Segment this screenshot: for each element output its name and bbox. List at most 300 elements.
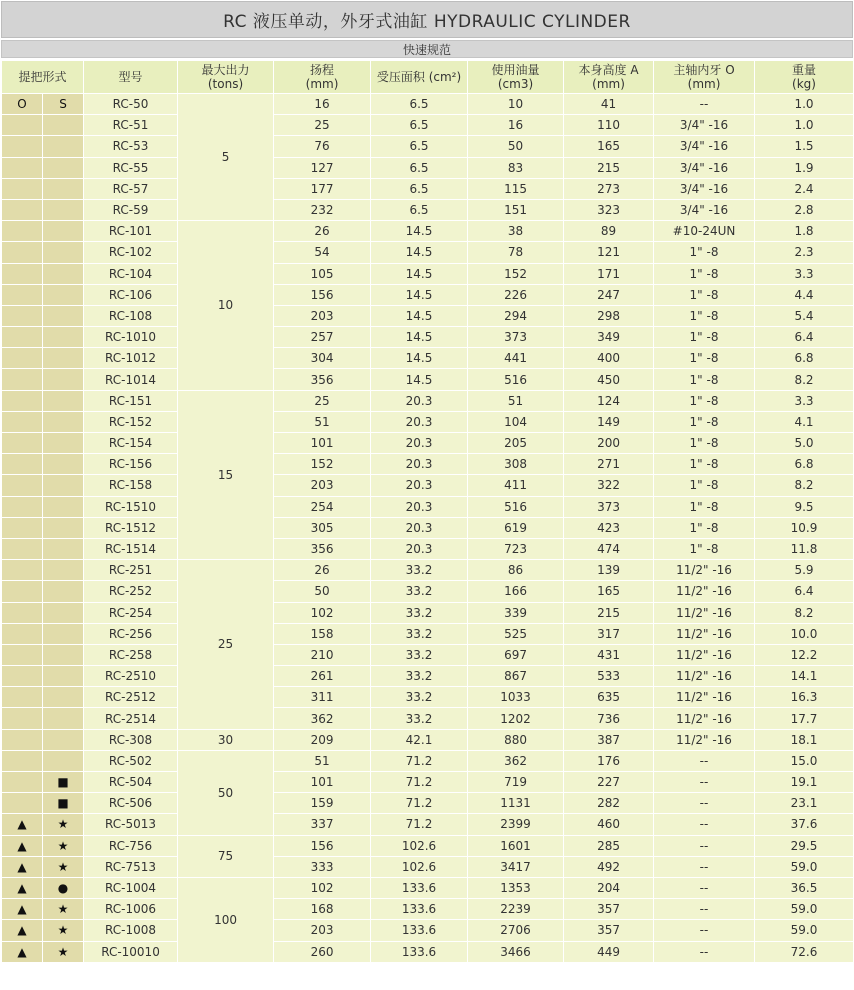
thread-cell: 1" -8 — [654, 327, 755, 348]
weight-cell: 4.1 — [755, 411, 854, 432]
height-cell: 89 — [564, 221, 654, 242]
table-row — [2, 94, 854, 115]
height-cell: 41 — [564, 94, 654, 115]
table-header-row — [2, 61, 854, 94]
grip-s-symbol: ★ — [43, 899, 84, 920]
stroke-cell: 210 — [274, 644, 371, 665]
area-cell: 6.5 — [371, 178, 468, 199]
oil-cell: 51 — [468, 390, 564, 411]
grip-s-symbol: ★ — [43, 814, 84, 835]
header-stroke: 扬程 (mm) — [274, 61, 371, 94]
oil-cell: 308 — [468, 454, 564, 475]
thread-cell: 11/2" -16 — [654, 644, 755, 665]
height-cell: 200 — [564, 433, 654, 454]
header-thread: 主轴内牙 O (mm) — [654, 61, 755, 94]
height-cell: 474 — [564, 538, 654, 559]
area-cell: 33.2 — [371, 644, 468, 665]
oil-cell: 516 — [468, 369, 564, 390]
area-cell: 20.3 — [371, 411, 468, 432]
grip-o-symbol: ▲ — [2, 877, 43, 898]
grip-s-symbol — [43, 157, 84, 178]
header-weight: 重量 (kg) — [755, 61, 854, 94]
weight-cell: 8.2 — [755, 475, 854, 496]
table-row — [2, 305, 854, 326]
weight-cell: 10.9 — [755, 517, 854, 538]
stroke-cell: 26 — [274, 560, 371, 581]
model-cell: RC-1512 — [84, 517, 178, 538]
header-model: 型号 — [84, 61, 178, 94]
height-cell: 349 — [564, 327, 654, 348]
grip-s-symbol — [43, 411, 84, 432]
max-force-cell: 100 — [178, 877, 274, 962]
model-cell: RC-152 — [84, 411, 178, 432]
grip-s-symbol: ★ — [43, 941, 84, 962]
model-cell: RC-256 — [84, 623, 178, 644]
grip-o-symbol — [2, 644, 43, 665]
table-row — [2, 814, 854, 835]
height-cell: 533 — [564, 666, 654, 687]
grip-o-symbol — [2, 242, 43, 263]
grip-o-symbol — [2, 602, 43, 623]
grip-s-symbol — [43, 687, 84, 708]
oil-cell: 3417 — [468, 856, 564, 877]
table-row — [2, 793, 854, 814]
grip-s-symbol — [43, 242, 84, 263]
grip-o-symbol — [2, 115, 43, 136]
area-cell: 20.3 — [371, 517, 468, 538]
area-cell: 6.5 — [371, 94, 468, 115]
height-cell: 736 — [564, 708, 654, 729]
thread-cell: -- — [654, 814, 755, 835]
grip-s-symbol — [43, 327, 84, 348]
grip-o-symbol — [2, 581, 43, 602]
area-cell: 71.2 — [371, 814, 468, 835]
height-cell: 431 — [564, 644, 654, 665]
height-cell: 357 — [564, 920, 654, 941]
area-cell: 6.5 — [371, 115, 468, 136]
model-cell: RC-55 — [84, 157, 178, 178]
weight-cell: 59.0 — [755, 899, 854, 920]
area-cell: 14.5 — [371, 242, 468, 263]
thread-cell: -- — [654, 772, 755, 793]
oil-cell: 362 — [468, 750, 564, 771]
grip-s-symbol — [43, 284, 84, 305]
grip-s-symbol — [43, 369, 84, 390]
table-row — [2, 602, 854, 623]
height-cell: 227 — [564, 772, 654, 793]
model-cell: RC-51 — [84, 115, 178, 136]
weight-cell: 14.1 — [755, 666, 854, 687]
thread-cell: 1" -8 — [654, 305, 755, 326]
grip-o-symbol — [2, 369, 43, 390]
table-row — [2, 708, 854, 729]
stroke-cell: 156 — [274, 835, 371, 856]
thread-cell: 3/4" -16 — [654, 199, 755, 220]
thread-cell: 3/4" -16 — [654, 136, 755, 157]
stroke-cell: 158 — [274, 623, 371, 644]
oil-cell: 83 — [468, 157, 564, 178]
grip-o-symbol — [2, 390, 43, 411]
stroke-cell: 51 — [274, 411, 371, 432]
oil-cell: 38 — [468, 221, 564, 242]
grip-o-symbol — [2, 199, 43, 220]
area-cell: 133.6 — [371, 877, 468, 898]
thread-cell: -- — [654, 793, 755, 814]
weight-cell: 5.0 — [755, 433, 854, 454]
thread-cell: -- — [654, 877, 755, 898]
stroke-cell: 159 — [274, 793, 371, 814]
height-cell: 492 — [564, 856, 654, 877]
oil-cell: 411 — [468, 475, 564, 496]
grip-o-symbol — [2, 517, 43, 538]
grip-o-symbol — [2, 178, 43, 199]
oil-cell: 78 — [468, 242, 564, 263]
table-row — [2, 729, 854, 750]
weight-cell: 6.8 — [755, 348, 854, 369]
grip-o-symbol: ▲ — [2, 920, 43, 941]
grip-s-symbol: ■ — [43, 772, 84, 793]
max-force-cell: 25 — [178, 560, 274, 730]
oil-cell: 1131 — [468, 793, 564, 814]
stroke-cell: 203 — [274, 920, 371, 941]
weight-cell: 5.4 — [755, 305, 854, 326]
weight-cell: 1.9 — [755, 157, 854, 178]
grip-o-symbol — [2, 327, 43, 348]
grip-o-symbol — [2, 433, 43, 454]
header-oil: 使用油量 (cm3) — [468, 61, 564, 94]
grip-o-symbol — [2, 157, 43, 178]
model-cell: RC-252 — [84, 581, 178, 602]
area-cell: 42.1 — [371, 729, 468, 750]
grip-s-symbol — [43, 560, 84, 581]
oil-cell: 86 — [468, 560, 564, 581]
stroke-cell: 356 — [274, 538, 371, 559]
thread-cell: 11/2" -16 — [654, 623, 755, 644]
grip-o-symbol — [2, 560, 43, 581]
model-cell: RC-10010 — [84, 941, 178, 962]
height-cell: 373 — [564, 496, 654, 517]
table-row — [2, 433, 854, 454]
weight-cell: 2.3 — [755, 242, 854, 263]
thread-cell: 1" -8 — [654, 411, 755, 432]
stroke-cell: 311 — [274, 687, 371, 708]
oil-cell: 16 — [468, 115, 564, 136]
oil-cell: 525 — [468, 623, 564, 644]
area-cell: 14.5 — [371, 348, 468, 369]
height-cell: 449 — [564, 941, 654, 962]
table-row — [2, 623, 854, 644]
table-row — [2, 411, 854, 432]
grip-o-symbol — [2, 284, 43, 305]
stroke-cell: 101 — [274, 772, 371, 793]
grip-o-symbol — [2, 623, 43, 644]
weight-cell: 6.8 — [755, 454, 854, 475]
area-cell: 33.2 — [371, 623, 468, 644]
area-cell: 20.3 — [371, 496, 468, 517]
weight-cell: 17.7 — [755, 708, 854, 729]
model-cell: RC-1010 — [84, 327, 178, 348]
oil-cell: 1202 — [468, 708, 564, 729]
stroke-cell: 101 — [274, 433, 371, 454]
stroke-cell: 362 — [274, 708, 371, 729]
model-cell: RC-251 — [84, 560, 178, 581]
area-cell: 14.5 — [371, 327, 468, 348]
grip-s-symbol — [43, 666, 84, 687]
stroke-cell: 168 — [274, 899, 371, 920]
model-cell: RC-7513 — [84, 856, 178, 877]
height-cell: 323 — [564, 199, 654, 220]
section-subtitle: 快速规范 — [1, 40, 853, 58]
oil-cell: 867 — [468, 666, 564, 687]
stroke-cell: 356 — [274, 369, 371, 390]
stroke-cell: 232 — [274, 199, 371, 220]
model-cell: RC-502 — [84, 750, 178, 771]
model-cell: RC-2510 — [84, 666, 178, 687]
weight-cell: 59.0 — [755, 920, 854, 941]
height-cell: 285 — [564, 835, 654, 856]
area-cell: 33.2 — [371, 666, 468, 687]
thread-cell: -- — [654, 941, 755, 962]
oil-cell: 205 — [468, 433, 564, 454]
weight-cell: 18.1 — [755, 729, 854, 750]
stroke-cell: 105 — [274, 263, 371, 284]
height-cell: 298 — [564, 305, 654, 326]
table-row — [2, 772, 854, 793]
height-cell: 110 — [564, 115, 654, 136]
stroke-cell: 177 — [274, 178, 371, 199]
weight-cell: 1.8 — [755, 221, 854, 242]
oil-cell: 166 — [468, 581, 564, 602]
grip-s-symbol: ★ — [43, 920, 84, 941]
thread-cell: 1" -8 — [654, 369, 755, 390]
grip-s-symbol — [43, 602, 84, 623]
table-row — [2, 199, 854, 220]
model-cell: RC-2514 — [84, 708, 178, 729]
oil-cell: 151 — [468, 199, 564, 220]
thread-cell: 3/4" -16 — [654, 157, 755, 178]
model-cell: RC-5013 — [84, 814, 178, 835]
grip-o-symbol — [2, 263, 43, 284]
model-cell: RC-102 — [84, 242, 178, 263]
oil-cell: 880 — [468, 729, 564, 750]
height-cell: 423 — [564, 517, 654, 538]
weight-cell: 10.0 — [755, 623, 854, 644]
weight-cell: 3.3 — [755, 390, 854, 411]
model-cell: RC-308 — [84, 729, 178, 750]
oil-cell: 104 — [468, 411, 564, 432]
weight-cell: 8.2 — [755, 369, 854, 390]
table-row — [2, 899, 854, 920]
model-cell: RC-108 — [84, 305, 178, 326]
stroke-cell: 51 — [274, 750, 371, 771]
area-cell: 133.6 — [371, 899, 468, 920]
height-cell: 387 — [564, 729, 654, 750]
oil-cell: 50 — [468, 136, 564, 157]
weight-cell: 1.0 — [755, 94, 854, 115]
oil-cell: 2706 — [468, 920, 564, 941]
height-cell: 400 — [564, 348, 654, 369]
grip-s-symbol: ★ — [43, 856, 84, 877]
grip-s-symbol — [43, 390, 84, 411]
thread-cell: 1" -8 — [654, 348, 755, 369]
grip-s-symbol — [43, 538, 84, 559]
stroke-cell: 54 — [274, 242, 371, 263]
table-row — [2, 877, 854, 898]
table-row — [2, 263, 854, 284]
table-row — [2, 369, 854, 390]
grip-s-symbol: S — [43, 94, 84, 115]
table-row — [2, 475, 854, 496]
model-cell: RC-1006 — [84, 899, 178, 920]
grip-s-symbol — [43, 454, 84, 475]
grip-o-symbol — [2, 666, 43, 687]
area-cell: 20.3 — [371, 433, 468, 454]
oil-cell: 1601 — [468, 835, 564, 856]
weight-cell: 19.1 — [755, 772, 854, 793]
oil-cell: 1353 — [468, 877, 564, 898]
height-cell: 271 — [564, 454, 654, 475]
weight-cell: 5.9 — [755, 560, 854, 581]
grip-s-symbol — [43, 475, 84, 496]
grip-o-symbol: ▲ — [2, 941, 43, 962]
oil-cell: 10 — [468, 94, 564, 115]
height-cell: 450 — [564, 369, 654, 390]
weight-cell: 12.2 — [755, 644, 854, 665]
stroke-cell: 203 — [274, 305, 371, 326]
stroke-cell: 261 — [274, 666, 371, 687]
stroke-cell: 102 — [274, 877, 371, 898]
grip-o-symbol — [2, 729, 43, 750]
height-cell: 149 — [564, 411, 654, 432]
area-cell: 33.2 — [371, 687, 468, 708]
thread-cell: -- — [654, 750, 755, 771]
area-cell: 6.5 — [371, 157, 468, 178]
stroke-cell: 305 — [274, 517, 371, 538]
thread-cell: #10-24UN — [654, 221, 755, 242]
table-row — [2, 327, 854, 348]
weight-cell: 3.3 — [755, 263, 854, 284]
model-cell: RC-50 — [84, 94, 178, 115]
stroke-cell: 203 — [274, 475, 371, 496]
stroke-cell: 102 — [274, 602, 371, 623]
weight-cell: 1.0 — [755, 115, 854, 136]
height-cell: 215 — [564, 157, 654, 178]
height-cell: 282 — [564, 793, 654, 814]
area-cell: 33.2 — [371, 602, 468, 623]
oil-cell: 226 — [468, 284, 564, 305]
grip-o-symbol — [2, 454, 43, 475]
stroke-cell: 25 — [274, 115, 371, 136]
stroke-cell: 254 — [274, 496, 371, 517]
height-cell: 215 — [564, 602, 654, 623]
stroke-cell: 26 — [274, 221, 371, 242]
thread-cell: 1" -8 — [654, 454, 755, 475]
model-cell: RC-59 — [84, 199, 178, 220]
weight-cell: 15.0 — [755, 750, 854, 771]
table-row — [2, 348, 854, 369]
stroke-cell: 333 — [274, 856, 371, 877]
thread-cell: -- — [654, 856, 755, 877]
grip-o-symbol — [2, 687, 43, 708]
thread-cell: 11/2" -16 — [654, 581, 755, 602]
thread-cell: 1" -8 — [654, 284, 755, 305]
oil-cell: 619 — [468, 517, 564, 538]
model-cell: RC-504 — [84, 772, 178, 793]
oil-cell: 339 — [468, 602, 564, 623]
thread-cell: 3/4" -16 — [654, 178, 755, 199]
weight-cell: 16.3 — [755, 687, 854, 708]
weight-cell: 2.4 — [755, 178, 854, 199]
stroke-cell: 304 — [274, 348, 371, 369]
thread-cell: 11/2" -16 — [654, 602, 755, 623]
grip-o-symbol: O — [2, 94, 43, 115]
table-row — [2, 941, 854, 962]
grip-s-symbol — [43, 644, 84, 665]
grip-s-symbol — [43, 708, 84, 729]
height-cell: 322 — [564, 475, 654, 496]
oil-cell: 719 — [468, 772, 564, 793]
grip-o-symbol — [2, 475, 43, 496]
height-cell: 317 — [564, 623, 654, 644]
stroke-cell: 152 — [274, 454, 371, 475]
weight-cell: 1.5 — [755, 136, 854, 157]
model-cell: RC-151 — [84, 390, 178, 411]
stroke-cell: 127 — [274, 157, 371, 178]
model-cell: RC-258 — [84, 644, 178, 665]
oil-cell: 1033 — [468, 687, 564, 708]
height-cell: 247 — [564, 284, 654, 305]
weight-cell: 2.8 — [755, 199, 854, 220]
max-force-cell: 75 — [178, 835, 274, 877]
header-max-force: 最大出力 (tons) — [178, 61, 274, 94]
max-force-cell: 15 — [178, 390, 274, 560]
table-row — [2, 242, 854, 263]
model-cell: RC-104 — [84, 263, 178, 284]
grip-s-symbol — [43, 517, 84, 538]
area-cell: 71.2 — [371, 793, 468, 814]
thread-cell: 1" -8 — [654, 475, 755, 496]
thread-cell: 11/2" -16 — [654, 687, 755, 708]
height-cell: 171 — [564, 263, 654, 284]
area-cell: 14.5 — [371, 284, 468, 305]
model-cell: RC-101 — [84, 221, 178, 242]
model-cell: RC-1514 — [84, 538, 178, 559]
grip-s-symbol — [43, 348, 84, 369]
spec-table — [1, 60, 854, 963]
height-cell: 204 — [564, 877, 654, 898]
stroke-cell: 50 — [274, 581, 371, 602]
area-cell: 102.6 — [371, 856, 468, 877]
weight-cell: 72.6 — [755, 941, 854, 962]
thread-cell: 1" -8 — [654, 263, 755, 284]
table-row — [2, 136, 854, 157]
stroke-cell: 16 — [274, 94, 371, 115]
thread-cell: -- — [654, 920, 755, 941]
oil-cell: 697 — [468, 644, 564, 665]
grip-o-symbol — [2, 136, 43, 157]
oil-cell: 2399 — [468, 814, 564, 835]
area-cell: 20.3 — [371, 475, 468, 496]
weight-cell: 9.5 — [755, 496, 854, 517]
model-cell: RC-1012 — [84, 348, 178, 369]
thread-cell: 11/2" -16 — [654, 708, 755, 729]
thread-cell: 11/2" -16 — [654, 666, 755, 687]
table-row — [2, 454, 854, 475]
grip-o-symbol — [2, 538, 43, 559]
table-row — [2, 560, 854, 581]
max-force-cell: 5 — [178, 94, 274, 221]
grip-o-symbol — [2, 793, 43, 814]
